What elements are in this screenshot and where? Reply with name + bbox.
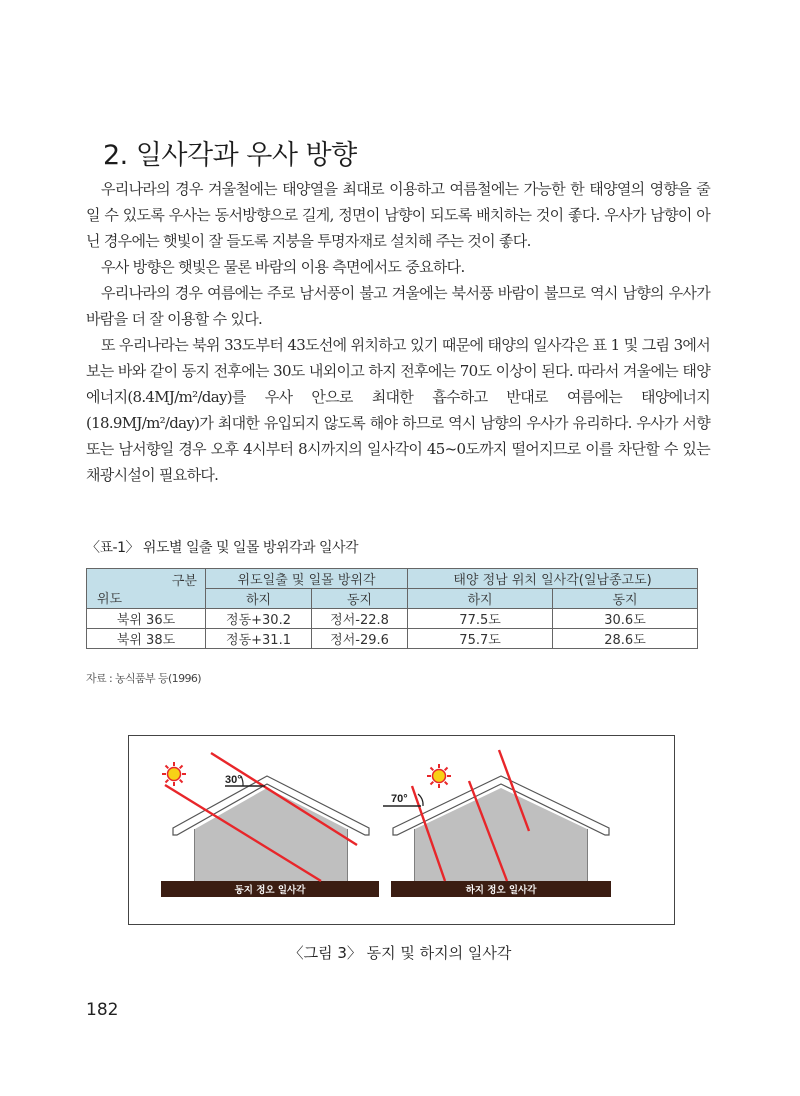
header-winter: 동지 — [553, 589, 698, 609]
sun-angle-figure — [128, 735, 675, 925]
corner-top-label: 구분 — [171, 574, 197, 589]
cell-value: 정동+30.2 — [206, 609, 312, 629]
paragraph: 또 우리나라는 북위 33도부터 43도선에 위치하고 있기 때문에 태양의 일사각은 표 1 및 그림 3에서 보는 바와 같이 동지 전후에는 30도 내외이고 하지 전후에는 70도 이상이 된다. 따라서 겨울에는 태양에너지(8.4MJ/m²/day)를 우사 안으로 최대한 흡수하고 반대로 여름에는 태양에너지(18.9MJ/m²/day)가 최대한 유입되지 않도록 해야 하므로 역시 남향의 우사가 유리하다. 우사가 서향 또는 남서향일 경우 오후 4시부터 8시까지의 일사각이 45~0도까지 떨어지므로 이를 차단할 수 있는 채광시설이 필요하다. — [86, 336, 711, 484]
table-caption: 〈표-1〉 위도별 일출 및 일몰 방위각과 일사각 — [86, 540, 359, 556]
table-row — [87, 629, 698, 649]
corner-bottom-label: 위도 — [97, 592, 123, 607]
summer-panel — [383, 750, 611, 897]
summer-label: 하지 정오 일사각 — [465, 885, 537, 896]
cell-value: 정서-22.8 — [312, 609, 408, 629]
table-corner-cell — [87, 569, 206, 609]
table-row — [87, 609, 698, 629]
page-number: 182 — [86, 1000, 119, 1020]
paragraph: 우사 방향은 햇빛은 물론 바람의 이용 측면에서도 중요하다. — [101, 258, 465, 276]
header-azimuth-group: 위도일출 및 일몰 방위각 — [206, 569, 408, 589]
winter-angle-label: 30° — [225, 774, 242, 786]
section-heading: 2. 일사각과 우사 방향 — [103, 140, 357, 171]
sun-icon — [162, 762, 186, 786]
cell-value: 77.5도 — [408, 609, 553, 629]
cell-value: 75.7도 — [408, 629, 553, 649]
summer-angle-label: 70° — [391, 793, 408, 805]
cell-value: 정서-29.6 — [312, 629, 408, 649]
barn-interior — [195, 788, 347, 881]
winter-panel — [161, 753, 379, 897]
cell-latitude: 북위 38도 — [87, 629, 206, 649]
winter-label: 동지 정오 일사각 — [234, 885, 306, 896]
header-summer: 하지 — [206, 589, 312, 609]
body-text — [86, 176, 710, 488]
cell-value: 28.6도 — [553, 629, 698, 649]
header-summer: 하지 — [408, 589, 553, 609]
figure-caption: 〈그림 3〉 동지 및 하지의 일사각 — [288, 944, 512, 962]
header-altitude-group: 태양 정남 위치 일사각(일남종고도) — [408, 569, 698, 589]
paragraph: 우리나라의 경우 여름에는 주로 남서풍이 불고 겨울에는 북서풍 바람이 불므로 역시 남향의 우사가 바람을 더 잘 이용할 수 있다. — [86, 284, 710, 328]
cell-value: 정동+31.1 — [206, 629, 312, 649]
table-source: 자료 : 농식품부 등(1996) — [86, 672, 201, 685]
cell-latitude: 북위 36도 — [87, 609, 206, 629]
latitude-table — [86, 568, 698, 649]
paragraph: 우리나라의 경우 겨울철에는 태양열을 최대로 이용하고 여름철에는 가능한 한 태양열의 영향을 줄일 수 있도록 우사는 동서방향으로 길게, 정면이 남향이 되도록 배치하는 것이 좋다. 우사가 남향이 아닌 경우에는 햇빛이 잘 들도록 지붕을 투명자재로 설치해 주는 것이 좋다. — [86, 180, 710, 250]
sun-icon — [427, 764, 451, 788]
cell-value: 30.6도 — [553, 609, 698, 629]
header-winter: 동지 — [312, 589, 408, 609]
